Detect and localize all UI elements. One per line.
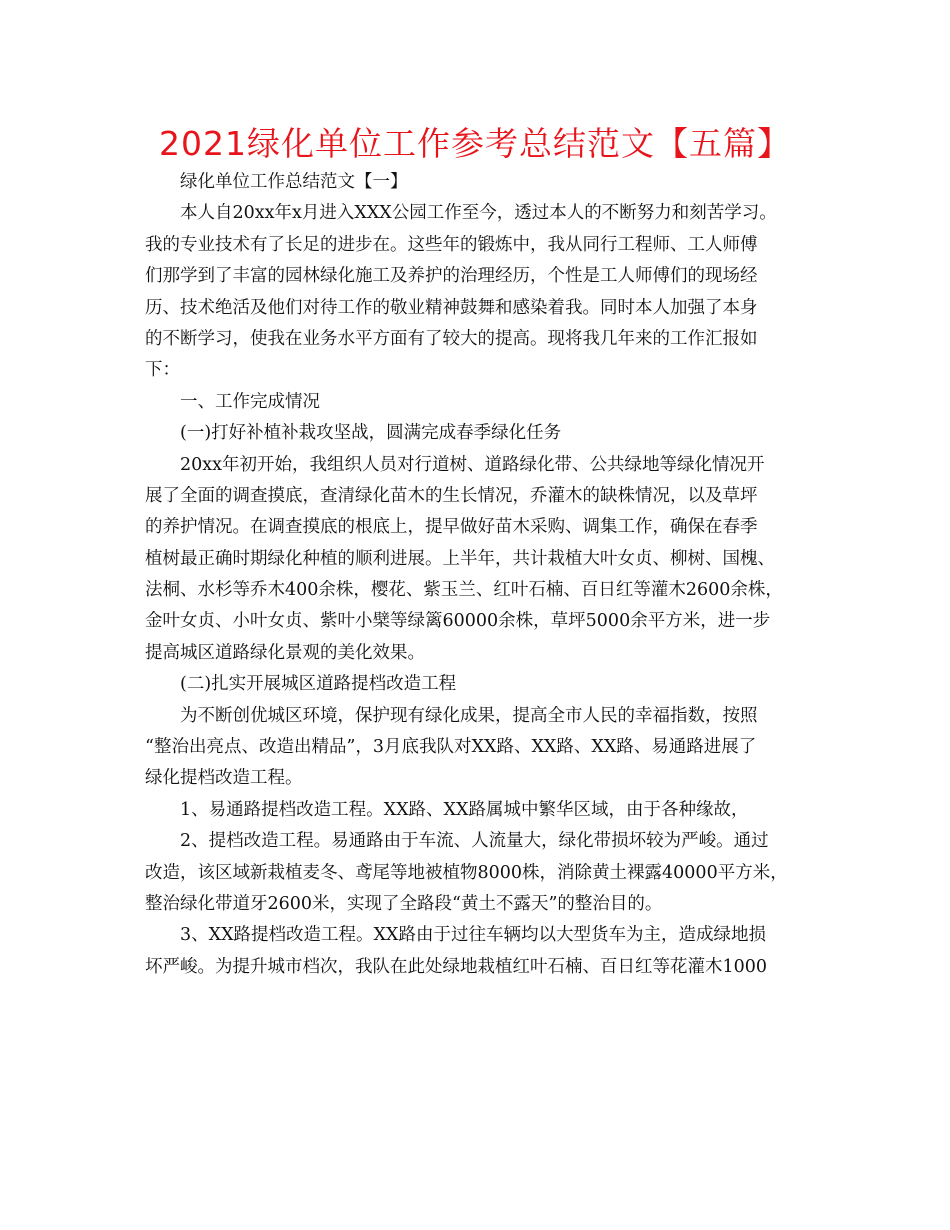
body-line: 展了全面的调查摸底，查清绿化苗木的生长情况，乔灌木的缺株情况，以及草坪 [145, 485, 758, 506]
body-line: 的不断学习，使我在业务水平方面有了较大的提高。现将我几年来的工作汇报如 [145, 328, 758, 349]
body-line: “整治出亮点、改造出精品”，3月底我队对XX路、XX路、XX路、易通路进展了 [145, 737, 757, 758]
body-line: 改造，该区域新栽植麦冬、鸢尾等地被植物8000株，消除黄土裸露40000平方米， [145, 862, 788, 883]
body-line: 一、工作完成情况 [180, 391, 320, 412]
body-line: 2、提档改造工程。易通路由于车流、人流量大，绿化带损坏较为严峻。通过 [180, 831, 769, 852]
body-line: 坏严峻。为提升城市档次，我队在此处绿地栽植红叶石楠、百日红等花灌木1000 [145, 956, 768, 977]
body-line: 绿化单位工作总结范文【一】 [180, 172, 408, 192]
body-line: 20xx年初开始，我组织人员对行道树、道路绿化带、公共绿地等绿化情况开 [180, 454, 765, 475]
body-line: 历、技术绝活及他们对待工作的敬业精神鼓舞和感染着我。同时本人加强了本身 [145, 297, 758, 318]
body-line: 下： [145, 360, 180, 381]
body-line: 整治绿化带道牙2600米，实现了全路段“黄土不露天”的整治目的。 [145, 893, 663, 914]
body-line: (一)打好补植补栽攻坚战，圆满完成春季绿化任务 [180, 423, 562, 444]
body-line: 金叶女贞、小叶女贞、紫叶小檗等绿篱60000余株，草坪5000余平方米，进一步 [145, 611, 771, 632]
body-line: 提高城区道路绿化景观的美化效果。 [145, 642, 425, 663]
document-title: 2021绿化单位工作参考总结范文【五篇】 [159, 124, 791, 163]
document-body [145, 167, 810, 983]
body-line: 的养护情况。在调查摸底的根底上，提早做好苗木采购、调集工作，确保在春季 [145, 517, 758, 538]
body-line: 们那学到了丰富的园林绿化施工及养护的治理经历，个性是工人师傅们的现场经 [145, 266, 758, 287]
body-line: 植树最正确时期绿化种植的顺利进展。上半年，共计栽植大叶女贞、柳树、国槐、 [145, 548, 775, 569]
body-line: (二)扎实开展城区道路提档改造工程 [180, 674, 457, 695]
body-line: 绿化提档改造工程。 [145, 768, 303, 789]
body-line: 为不断创优城区环境，保护现有绿化成果，提高全市人民的幸福指数，按照 [180, 705, 758, 726]
body-line: 本人自20xx年x月进入XXX公园工作至今，透过本人的不断努力和刻苦学习。 [180, 203, 777, 224]
body-line: 1、易通路提档改造工程。XX路、XX路属城中繁华区域，由于各种缘故， [180, 799, 749, 820]
body-line: 法桐、水杉等乔木400余株，樱花、紫玉兰、红叶石楠、百日红等灌木2600余株， [145, 580, 783, 601]
body-line: 3、XX路提档改造工程。XX路由于过往车辆均以大型货车为主，造成绿地损 [180, 925, 766, 946]
body-line: 我的专业技术有了长足的进步在。这些年的锻炼中，我从同行工程师、工人师傅 [145, 234, 758, 255]
